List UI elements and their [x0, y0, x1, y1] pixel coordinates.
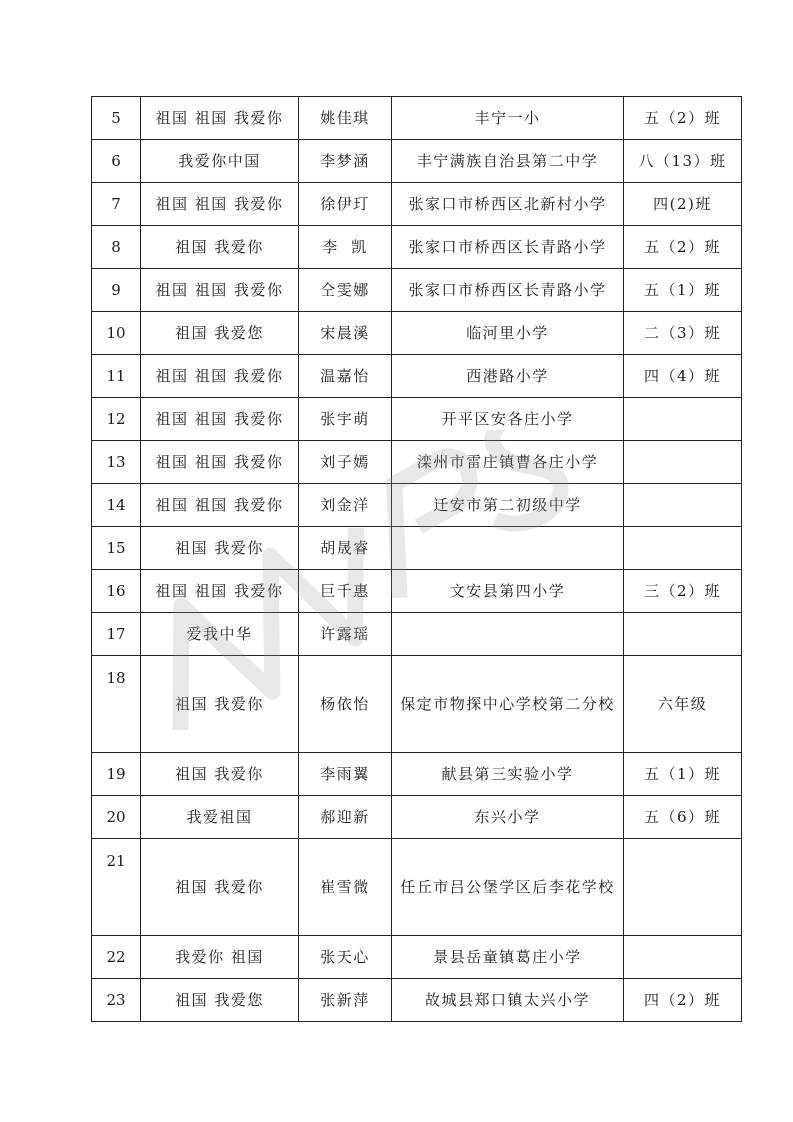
row-number: 9: [92, 269, 141, 312]
work-title: 祖国 我爱你: [141, 656, 299, 753]
work-title: 祖国 我爱你: [141, 226, 299, 269]
table-row: [92, 269, 742, 312]
school-name: 西港路小学: [392, 355, 624, 398]
school-name: 迁安市第二初级中学: [392, 484, 624, 527]
work-title: 我爱祖国: [141, 796, 299, 839]
table-row: [92, 398, 742, 441]
work-title: 我爱你中国: [141, 140, 299, 183]
school-name: 故城县郑口镇太兴小学: [392, 979, 624, 1022]
school-name: 张家口市桥西区长青路小学: [392, 269, 624, 312]
work-title: 祖国 祖国 我爱你: [141, 355, 299, 398]
student-name: 李梦涵: [299, 140, 392, 183]
class-name: 五（1）班: [624, 269, 742, 312]
table-row: [92, 312, 742, 355]
work-title: 祖国 祖国 我爱你: [141, 484, 299, 527]
class-name: 八（13）班: [624, 140, 742, 183]
row-number: 23: [92, 979, 141, 1022]
table-row: [92, 97, 742, 140]
school-name: 张家口市桥西区长青路小学: [392, 226, 624, 269]
school-name: 丰宁满族自治县第二中学: [392, 140, 624, 183]
student-name: 张宇萌: [299, 398, 392, 441]
class-name: 四(2)班: [624, 183, 742, 226]
row-number: 21: [92, 839, 141, 936]
row-number: 14: [92, 484, 141, 527]
table-row: [92, 796, 742, 839]
class-name: [624, 839, 742, 936]
school-name: 丰宁一小: [392, 97, 624, 140]
table-row: [92, 226, 742, 269]
class-name: 二（3）班: [624, 312, 742, 355]
student-name: 宋晨溪: [299, 312, 392, 355]
work-title: 我爱你 祖国: [141, 936, 299, 979]
school-name: 临河里小学: [392, 312, 624, 355]
student-name: 仝雯娜: [299, 269, 392, 312]
row-number: 11: [92, 355, 141, 398]
school-name: 张家口市桥西区北新村小学: [392, 183, 624, 226]
row-number: 10: [92, 312, 141, 355]
work-title: 祖国 祖国 我爱你: [141, 269, 299, 312]
row-number: 22: [92, 936, 141, 979]
school-name: 开平区安各庄小学: [392, 398, 624, 441]
student-name: 李雨翼: [299, 753, 392, 796]
work-title: 祖国 祖国 我爱你: [141, 441, 299, 484]
student-name: 张新萍: [299, 979, 392, 1022]
roster-table-body: [92, 97, 742, 1022]
table-row: [92, 484, 742, 527]
class-name: [624, 936, 742, 979]
table-row: [92, 656, 742, 753]
work-title: 祖国 我爱您: [141, 979, 299, 1022]
class-name: 四（2）班: [624, 979, 742, 1022]
student-name: 温嘉怡: [299, 355, 392, 398]
school-name: 献县第三实验小学: [392, 753, 624, 796]
row-number: 12: [92, 398, 141, 441]
table-row: [92, 355, 742, 398]
table-row: [92, 753, 742, 796]
row-number: 6: [92, 140, 141, 183]
table-row: [92, 140, 742, 183]
student-name: 徐伊玎: [299, 183, 392, 226]
student-name: 郝迎新: [299, 796, 392, 839]
class-name: [624, 441, 742, 484]
table-row: [92, 570, 742, 613]
class-name: 六年级: [624, 656, 742, 753]
student-name: 姚佳琪: [299, 97, 392, 140]
work-title: 祖国 我爱你: [141, 839, 299, 936]
student-name: 刘金洋: [299, 484, 392, 527]
table-row: [92, 979, 742, 1022]
school-name: 东兴小学: [392, 796, 624, 839]
student-name: 巨千惠: [299, 570, 392, 613]
school-name: [392, 613, 624, 656]
class-name: [624, 613, 742, 656]
class-name: [624, 527, 742, 570]
work-title: 祖国 祖国 我爱你: [141, 183, 299, 226]
row-number: 8: [92, 226, 141, 269]
student-name: 李 凯: [299, 226, 392, 269]
school-name: [392, 527, 624, 570]
school-name: 任丘市吕公堡学区后李花学校: [392, 839, 624, 936]
class-name: 四（4）班: [624, 355, 742, 398]
work-title: 祖国 我爱你: [141, 527, 299, 570]
class-name: 三（2）班: [624, 570, 742, 613]
table-row: [92, 613, 742, 656]
table-row: [92, 839, 742, 936]
work-title: 祖国 我爱您: [141, 312, 299, 355]
row-number: 19: [92, 753, 141, 796]
table-row: [92, 527, 742, 570]
work-title: 祖国 我爱你: [141, 753, 299, 796]
work-title: 祖国 祖国 我爱你: [141, 398, 299, 441]
row-number: 17: [92, 613, 141, 656]
roster-table: [91, 96, 742, 1022]
class-name: [624, 484, 742, 527]
class-name: 五（1）班: [624, 753, 742, 796]
student-name: 胡晟睿: [299, 527, 392, 570]
row-number: 7: [92, 183, 141, 226]
row-number: 5: [92, 97, 141, 140]
student-name: 崔雪微: [299, 839, 392, 936]
work-title: 祖国 祖国 我爱你: [141, 97, 299, 140]
row-number: 13: [92, 441, 141, 484]
school-name: 文安县第四小学: [392, 570, 624, 613]
school-name: 保定市物探中心学校第二分校: [392, 656, 624, 753]
row-number: 16: [92, 570, 141, 613]
student-name: 许露瑶: [299, 613, 392, 656]
work-title: 祖国 祖国 我爱你: [141, 570, 299, 613]
class-name: 五（2）班: [624, 226, 742, 269]
class-name: 五（6）班: [624, 796, 742, 839]
table-row: [92, 936, 742, 979]
school-name: 景县岳童镇葛庄小学: [392, 936, 624, 979]
table-row: [92, 183, 742, 226]
table-row: [92, 441, 742, 484]
row-number: 20: [92, 796, 141, 839]
student-name: 刘子嫣: [299, 441, 392, 484]
class-name: 五（2）班: [624, 97, 742, 140]
row-number: 18: [92, 656, 141, 753]
school-name: 滦州市雷庄镇曹各庄小学: [392, 441, 624, 484]
student-name: 张天心: [299, 936, 392, 979]
class-name: [624, 398, 742, 441]
student-name: 杨依怡: [299, 656, 392, 753]
row-number: 15: [92, 527, 141, 570]
work-title: 爱我中华: [141, 613, 299, 656]
